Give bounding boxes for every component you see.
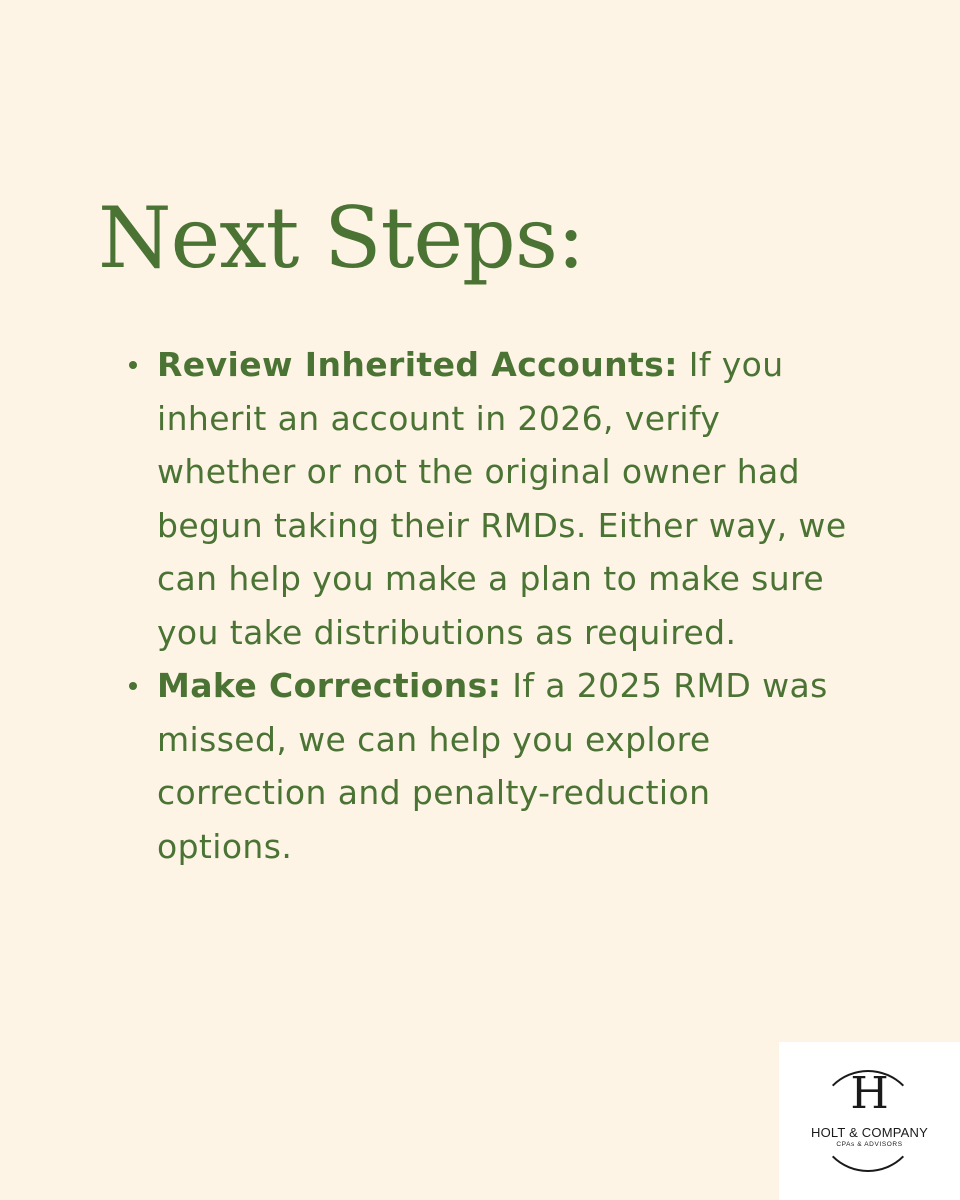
company-logo <box>779 1042 960 1200</box>
list-item <box>157 659 847 873</box>
step-title: Review Inherited Accounts: <box>157 345 678 384</box>
step-title: Make Corrections: <box>157 666 502 705</box>
bullet-icon <box>129 682 137 690</box>
bullet-icon <box>129 361 137 369</box>
logo-company-name: HOLT & COMPANY <box>779 1126 960 1139</box>
page-title: Next Steps: <box>98 189 585 287</box>
list-item <box>157 338 847 659</box>
step-text: If you inherit an account in 2026, verify whether or not the original owner had begun taking their RMDs. Either way, we can help you make a plan to make sure you take distributions as required. <box>157 345 847 652</box>
logo-tagline: CPAs & ADVISORS <box>836 1141 903 1148</box>
logo-monogram: H <box>850 1068 889 1119</box>
step-text: If a 2025 RMD was missed, we can help you explore correction and penalty-reduction options. <box>157 666 828 866</box>
next-steps-list <box>157 338 847 873</box>
